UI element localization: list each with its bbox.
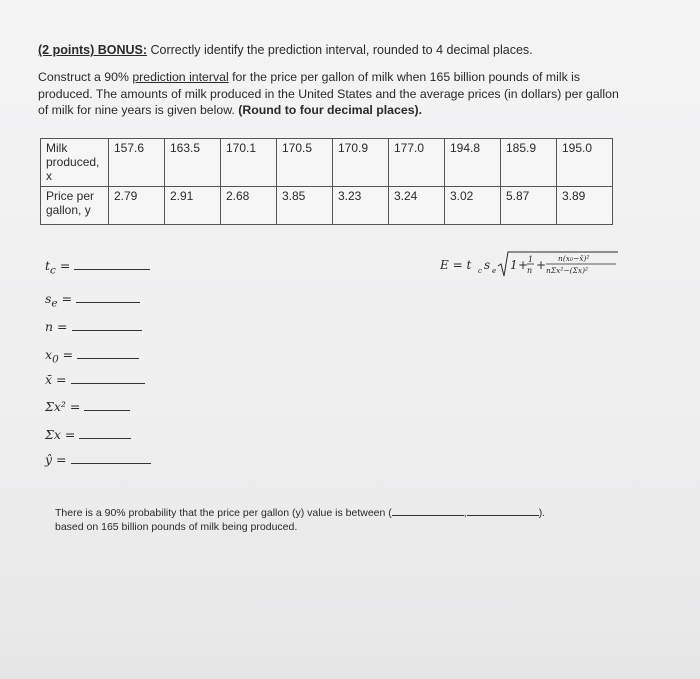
var-label: n [45, 319, 54, 334]
formula-big-den: nΣx²−(Σx)² [546, 266, 589, 275]
var-equals: = [60, 427, 76, 442]
se-answer-blank[interactable] [76, 301, 140, 303]
row-label-milk: Milk produced, x [41, 139, 109, 187]
table-cell: 2.68 [221, 187, 277, 225]
var-sub: 0 [52, 353, 59, 366]
x0-answer-blank[interactable] [77, 357, 139, 359]
points-label: (2 points) BONUS: [38, 43, 148, 57]
question-prompt [38, 69, 628, 119]
table-cell: 163.5 [165, 139, 221, 187]
lower-bound-blank[interactable] [392, 514, 464, 516]
formula-big-num: n(x₀−x̄)² [558, 254, 590, 263]
answer-separator: , [463, 507, 467, 519]
table-row-milk [41, 139, 613, 187]
formula-frac-num: 1 [528, 255, 534, 264]
var-equals: = [55, 258, 71, 273]
sumx-answer-row [45, 427, 131, 442]
table-cell: 2.79 [109, 187, 165, 225]
var-equals: = [52, 372, 67, 387]
table-cell: 3.24 [389, 187, 445, 225]
formula-lhs: E = t [440, 258, 472, 272]
var-label: x [45, 347, 53, 362]
heading-text: Correctly identify the prediction interval, rounded to 4 decimal places. [147, 43, 533, 57]
table-cell: 185.9 [501, 139, 557, 187]
table-cell: 3.85 [277, 187, 333, 225]
data-table [40, 138, 613, 225]
formula-mid-sub: e [492, 267, 497, 275]
prompt-bold: (Round to four decimal places). [238, 103, 423, 117]
var-equals: = [65, 399, 81, 414]
var-sub: c [50, 264, 56, 277]
tc-answer-row [45, 258, 150, 277]
upper-bound-blank[interactable] [467, 514, 539, 516]
margin-of-error-formula [440, 248, 620, 285]
table-cell: 170.9 [333, 139, 389, 187]
table-cell: 3.89 [557, 187, 613, 225]
x0-answer-row [45, 347, 139, 366]
var-label: t [45, 258, 51, 273]
table-cell: 157.6 [109, 139, 165, 187]
formula-svg [440, 248, 620, 282]
answer-prefix: There is a 90% probability that the price per gallon (y) value is between ( [55, 507, 392, 519]
table-cell: 170.5 [277, 139, 333, 187]
answer-line-2: based on 165 billion pounds of milk being produced. [55, 521, 298, 533]
yhat-answer-blank[interactable] [71, 462, 151, 464]
sumx2-answer-row [45, 399, 130, 414]
var-equals: = [58, 347, 74, 362]
sumx2-answer-blank[interactable] [84, 409, 130, 411]
answer-line-1 [55, 506, 655, 520]
formula-one: 1 [510, 258, 518, 272]
xbar-answer-blank[interactable] [71, 382, 145, 384]
var-label: ŷ [45, 452, 53, 467]
table-cell: 195.0 [557, 139, 613, 187]
var-label: s [45, 291, 52, 306]
n-answer-row [45, 319, 142, 334]
var-equals: = [57, 291, 73, 306]
formula-mid: s [484, 258, 491, 272]
var-sub: e [51, 297, 58, 310]
yhat-answer-row [45, 452, 151, 467]
formula-lhs-sub: c [478, 267, 482, 275]
table-cell: 3.23 [333, 187, 389, 225]
formula-plus-1: + [518, 258, 529, 272]
xbar-answer-row [45, 372, 145, 387]
var-equals: = [52, 452, 67, 467]
table-cell: 177.0 [389, 139, 445, 187]
prompt-text-b: for the price per gallon of milk when 165 billion pounds of milk is produced. The amounts of milk produced in the United States and the average prices (in dollars) per gallon of milk for nine years is given below. [38, 70, 619, 117]
answer-close: ). [538, 507, 546, 519]
table-cell: 170.1 [221, 139, 277, 187]
sumx-answer-blank[interactable] [79, 437, 131, 439]
prompt-text-a: Construct a 90% [38, 70, 133, 84]
formula-plus-2: + [536, 258, 547, 272]
table-cell: 3.02 [445, 187, 501, 225]
formula-frac-den: n [527, 266, 533, 275]
table-row-price [41, 187, 613, 225]
var-equals: = [53, 319, 68, 334]
var-label: Σx [45, 427, 61, 442]
table-cell: 2.91 [165, 187, 221, 225]
tc-answer-blank[interactable] [74, 268, 150, 270]
table-cell: 194.8 [445, 139, 501, 187]
se-answer-row [45, 291, 140, 310]
prediction-interval-link[interactable]: prediction interval [132, 70, 229, 84]
answer-statement [55, 506, 655, 534]
n-answer-blank[interactable] [72, 329, 142, 331]
var-label: Σx² [45, 399, 66, 414]
var-label: x̄ [45, 372, 53, 387]
row-label-price: Price per gallon, y [41, 187, 109, 225]
question-heading [38, 43, 533, 57]
table-cell: 5.87 [501, 187, 557, 225]
